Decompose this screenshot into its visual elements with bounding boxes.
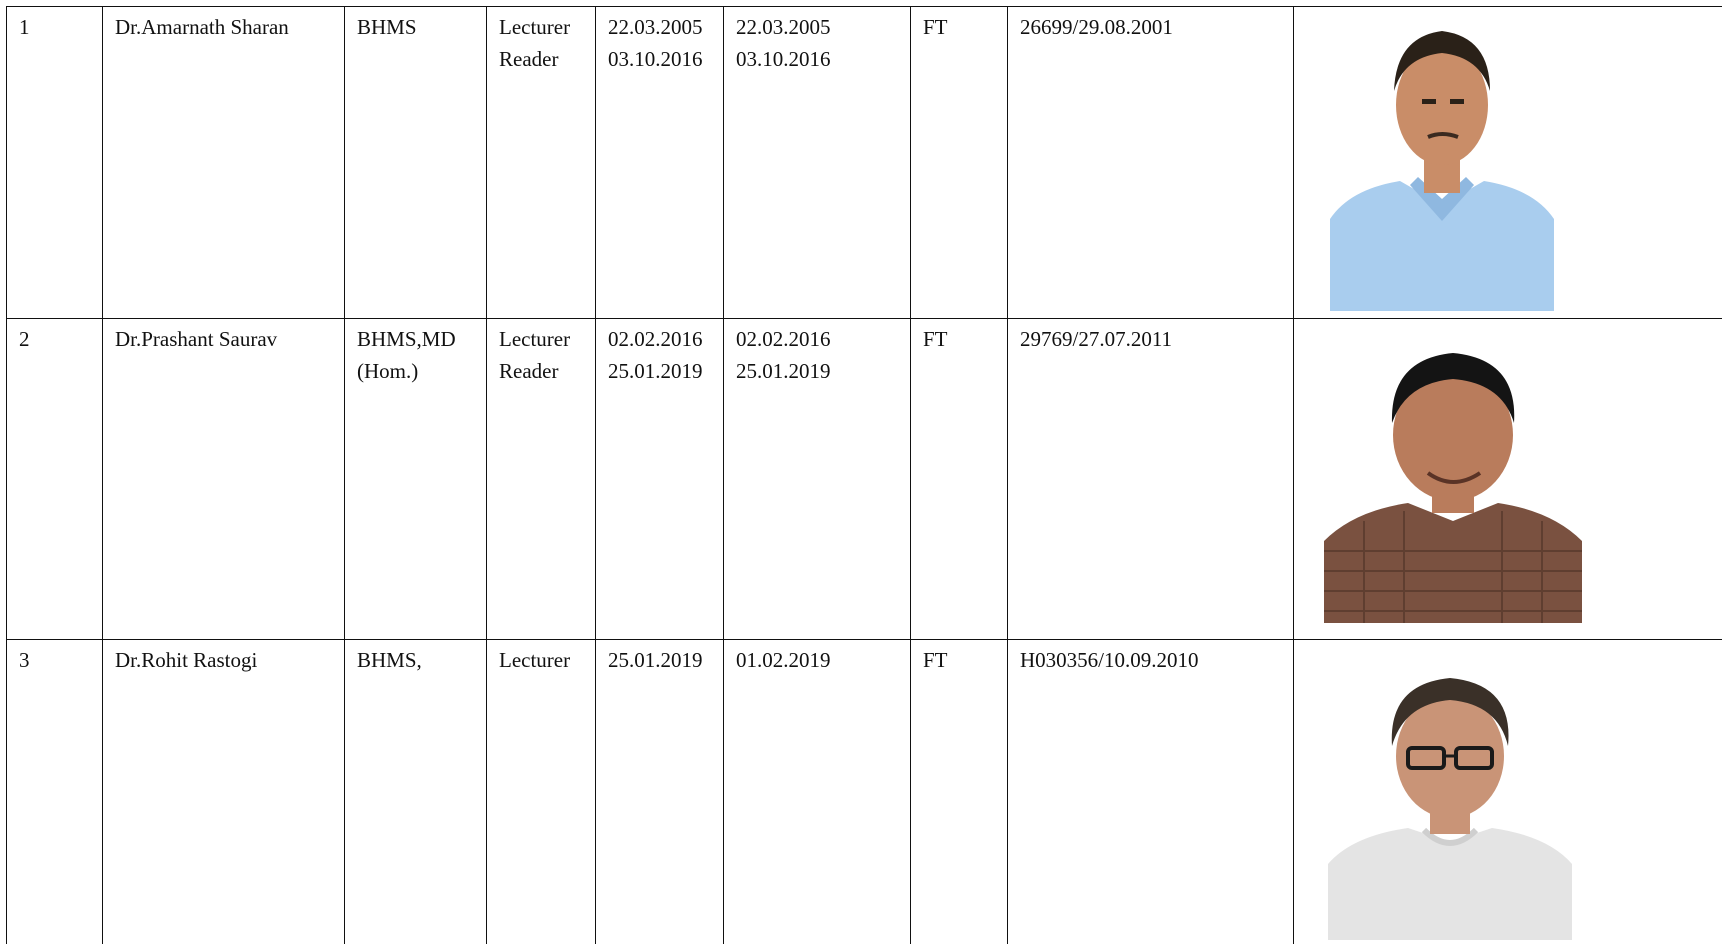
name-cell [103, 640, 345, 944]
registration-number: 29769/27.07.2011 [1020, 327, 1172, 351]
date-line: 25.01.2019 [608, 644, 711, 676]
date-line: 22.03.2005 [608, 11, 711, 43]
employment-type: FT [923, 648, 948, 672]
date-line: 25.01.2019 [608, 355, 711, 387]
photo-cell [1294, 640, 1722, 944]
date-line: 22.03.2005 [736, 11, 898, 43]
serial-number-cell [7, 7, 103, 319]
designation-line: Reader [499, 355, 583, 387]
date-line: 02.02.2016 [608, 323, 711, 355]
date-cell [596, 319, 724, 640]
serial-number: 3 [19, 648, 30, 672]
qualification-line: (Hom.) [357, 355, 474, 387]
date-line: 02.02.2016 [736, 323, 898, 355]
date-line: 03.10.2016 [608, 43, 711, 75]
faculty-name: Dr.Prashant Saurav [115, 327, 277, 351]
qualification-line: BHMS,MD [357, 323, 474, 355]
person-photo [1324, 341, 1582, 623]
designation-line: Reader [499, 43, 583, 75]
registration-cell [1008, 7, 1294, 319]
person-photo [1328, 664, 1572, 940]
qualification-cell [345, 7, 487, 319]
employment-type: FT [923, 327, 948, 351]
designation-line: Lecturer [499, 644, 583, 676]
date-cell [724, 319, 911, 640]
employment-type: FT [923, 15, 948, 39]
qualification-line: BHMS, [357, 644, 474, 676]
qualification-cell [345, 319, 487, 640]
name-cell [103, 7, 345, 319]
designation-cell [487, 640, 596, 944]
date-line: 01.02.2019 [736, 644, 898, 676]
qualification-cell [345, 640, 487, 944]
person-photo [1330, 9, 1554, 311]
designation-cell [487, 319, 596, 640]
registration-cell [1008, 319, 1294, 640]
faculty-name: Dr.Amarnath Sharan [115, 15, 289, 39]
date-cell [596, 640, 724, 944]
serial-number-cell [7, 640, 103, 944]
type-cell [911, 319, 1008, 640]
date-cell [596, 7, 724, 319]
type-cell [911, 640, 1008, 944]
date-cell [724, 7, 911, 319]
serial-number: 2 [19, 327, 30, 351]
registration-number: H030356/10.09.2010 [1020, 648, 1199, 672]
table-row [7, 640, 1722, 944]
date-cell [724, 640, 911, 944]
date-line: 03.10.2016 [736, 43, 898, 75]
photo-cell [1294, 319, 1722, 640]
table-row [7, 319, 1722, 640]
faculty-name: Dr.Rohit Rastogi [115, 648, 257, 672]
table-row [7, 7, 1722, 319]
photo-cell [1294, 7, 1722, 319]
registration-number: 26699/29.08.2001 [1020, 15, 1173, 39]
registration-cell [1008, 640, 1294, 944]
designation-line: Lecturer [499, 11, 583, 43]
designation-cell [487, 7, 596, 319]
date-line: 25.01.2019 [736, 355, 898, 387]
serial-number-cell [7, 319, 103, 640]
type-cell [911, 7, 1008, 319]
name-cell [103, 319, 345, 640]
faculty-table [6, 6, 1722, 944]
serial-number: 1 [19, 15, 30, 39]
designation-line: Lecturer [499, 323, 583, 355]
qualification-line: BHMS [357, 11, 474, 43]
